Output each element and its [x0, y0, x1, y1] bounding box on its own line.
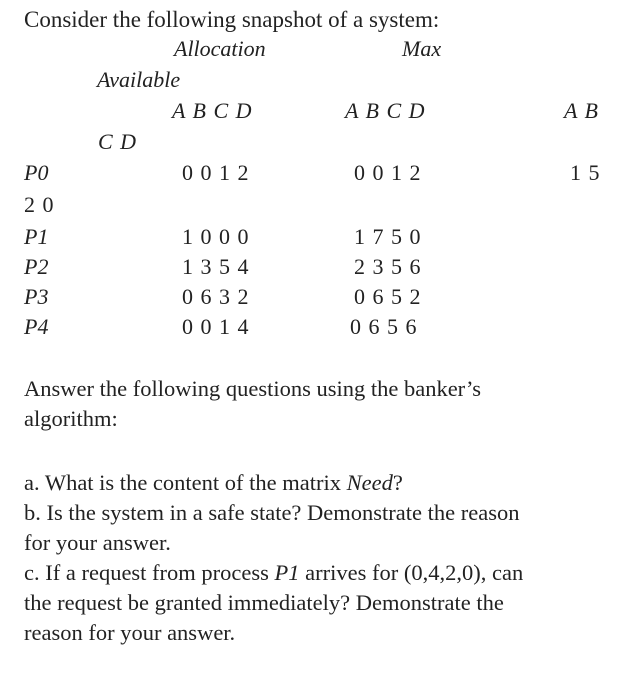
available-header: Available — [97, 67, 181, 92]
question-c — [24, 558, 624, 588]
question-b-line: b. Is the system in a safe state? Demonstrate the reason — [24, 500, 520, 525]
process-label: P1 — [24, 224, 49, 249]
allocation-value: 0 0 1 2 — [182, 160, 250, 185]
question-intro-line: Answer the following questions using the banker’s — [24, 376, 482, 401]
available-value-cd: 2 0 — [24, 192, 55, 217]
allocation-value: 1 0 0 0 — [182, 224, 250, 249]
process-label: P0 — [24, 160, 49, 185]
max-value: 0 6 5 6 — [350, 314, 418, 339]
process-label: P2 — [24, 254, 49, 279]
process-term: P1 — [274, 560, 300, 585]
question-a-text: a. What is the content of the matrix — [24, 470, 347, 495]
process-label: P4 — [24, 314, 49, 339]
allocation-header: Allocation — [174, 36, 266, 61]
question-a — [24, 468, 624, 498]
allocation-value: 0 0 1 4 — [182, 314, 250, 339]
allocation-value: 1 3 5 4 — [182, 254, 250, 279]
allocation-value: 0 6 3 2 — [182, 284, 250, 309]
max-value: 0 0 1 2 — [354, 160, 422, 185]
question-a-end: ? — [392, 470, 403, 495]
max-value: 1 7 5 0 — [354, 224, 422, 249]
question-intro-line: algorithm: — [24, 406, 118, 431]
questions — [24, 468, 624, 648]
question-c-rest: arrives for (0,4,2,0), can — [299, 560, 524, 585]
question-c-text: c. If a request from process — [24, 560, 275, 585]
question-b-line: for your answer. — [24, 530, 171, 555]
available-value-ab: 1 5 — [570, 160, 601, 185]
allocation-columns: A B C D — [172, 98, 253, 123]
question-c-line: reason for your answer. — [24, 620, 236, 645]
max-value: 2 3 5 6 — [354, 254, 422, 279]
max-columns: A B C D — [345, 98, 426, 123]
max-header: Max — [402, 36, 442, 61]
available-columns-cd: C D — [98, 129, 138, 154]
available-columns-ab: A B — [564, 98, 599, 123]
question-intro — [24, 374, 624, 434]
question-c-line: the request be granted immediately? Demonstrate the — [24, 590, 504, 615]
process-label: P3 — [24, 284, 49, 309]
intro-text: Consider the following snapshot of a system: — [24, 7, 440, 32]
max-value: 0 6 5 2 — [354, 284, 422, 309]
need-term: Need — [346, 470, 393, 495]
